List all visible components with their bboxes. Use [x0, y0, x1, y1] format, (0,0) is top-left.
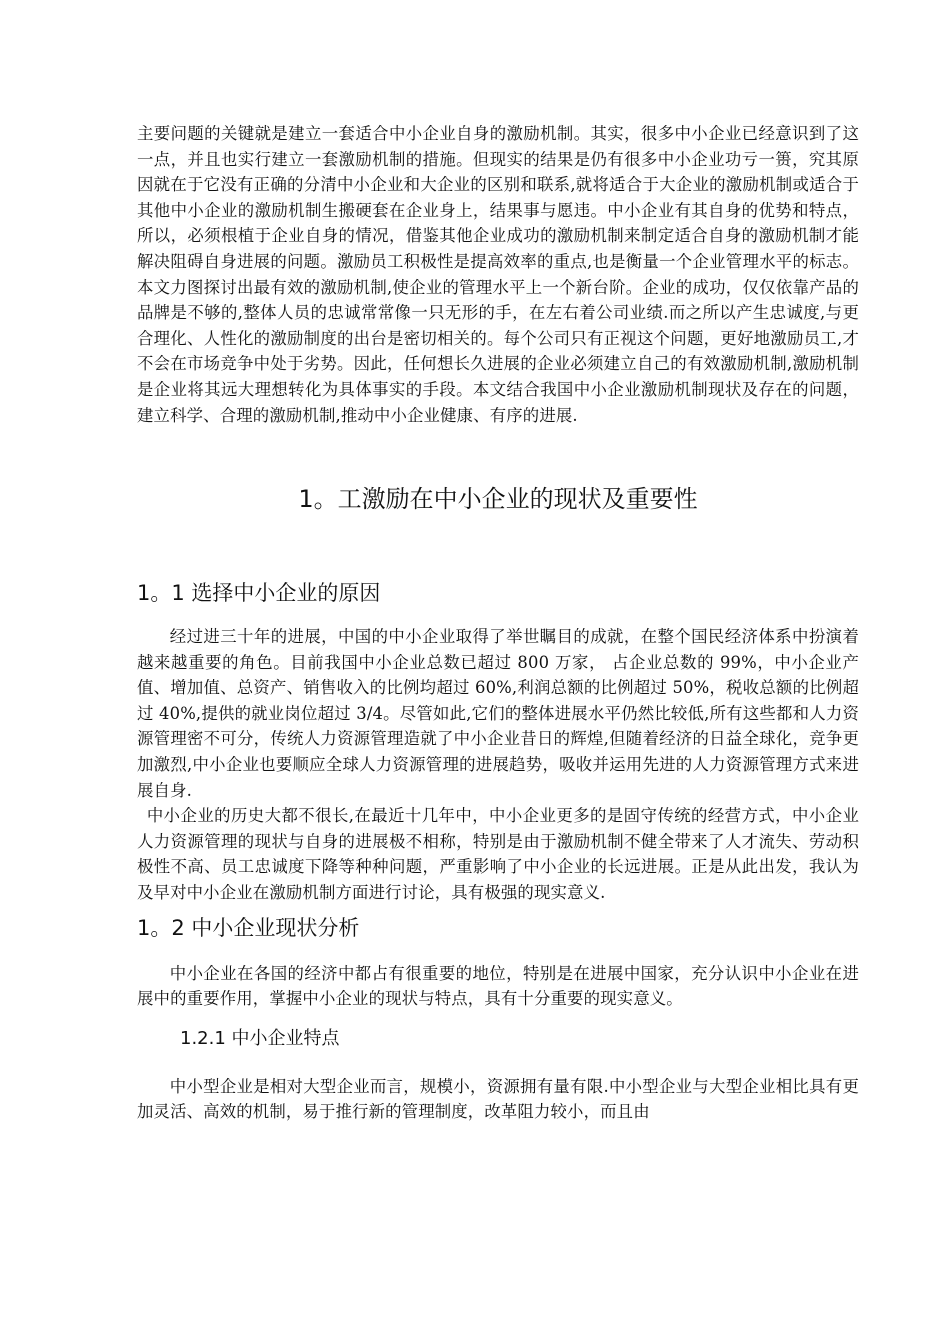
section-1-1-paragraph-2: 中小企业的历史大都不很长,在最近十几年中，中小企业更多的是固守传统的经营方式，中小企业人力资源管理的现状与自身的进展极不相称，特别是由于激励机制不健全带来了人才流失、劳动积极性不高、员工忠诚度下降等种种问题，严重影响了中小企业的长远进展。正是从此出发，我认为及早对中小企业在激励机制方面进行讨论，具有极强的现实意义.	[137, 806, 859, 902]
section-1-1-paragraph-1: 经过进三十年的进展，中国的中小企业取得了举世瞩目的成就，在整个国民经济体系中扮演着越来越重要的角色。目前我国中小企业总数已超过 800 万家， 占企业总数的 99%，中小企业产值、增加值、总资产、销售收入的比例均超过 60%,利润总额的比例超过 50%，税收总额的比例超过 40%,提供的就业岗位超过 3/4。尽管如此,它们的整体进展水平仍然比较低,所有这些都和人力资源管理密不可分，传统人力资源管理造就了中小企业昔日的辉煌,但随着经济的日益全球化，竞争更加激烈,中小企业也要顺应全球人力资源管理的进展趋势，吸收并运用先进的人力资源管理方式来进展自身.	[137, 627, 859, 800]
section-1-2-1-paragraph: 中小型企业是相对大型企业而言，规模小，资源拥有量有限.中小型企业与大型企业相比具有更加灵活、高效的机制，易于推行新的管理制度，改革阻力较小，而且由	[137, 1076, 859, 1122]
section-1-2-heading: 1。2 中小企业现状分析	[137, 915, 360, 940]
section-1-2-paragraph: 中小企业在各国的经济中都占有很重要的地位，特别是在进展中国家，充分认识中小企业在进展中的重要作用，掌握中小企业的现状与特点，具有十分重要的现实意义。	[137, 963, 859, 1009]
section-1-2-1-heading: 1.2.1 中小企业特点	[180, 1027, 340, 1049]
section-1-heading: 1。工激励在中小企业的现状及重要性	[298, 485, 698, 513]
section-1-1-heading: 1。1 选择中小企业的原因	[137, 581, 381, 605]
intro-paragraph: 主要问题的关键就是建立一套适合中小企业自身的激励机制。其实，很多中小企业已经意识到了这一点，并且也实行建立一套激励机制的措施。但现实的结果是仍有很多中小企业功亏一篑，究其原因就在于它没有正确的分清中小企业和大企业的区别和联系,就将适合于大企业的激励机制或适合于其他中小企业的激励机制生搬硬套在企业身上，结果事与愿违。中小企业有其自身的优势和特点，所以，必须根植于企业自身的情况，借鉴其他企业成功的激励机制来制定适合自身的激励机制才能解决阻碍自身进展的问题。激励员工积极性是提高效率的重点,也是衡量一个企业管理水平的标志。本文力图探讨出最有效的激励机制,使企业的管理水平上一个新台阶。企业的成功，仅仅依靠产品的品牌是不够的,整体人员的忠诚常常像一只无形的手，在左右着公司业绩.而之所以产生忠诚度,与更合理化、人性化的激励制度的出台是密切相关的。每个公司只有正视这个问题，更好地激励员工,才不会在市场竞争中处于劣势。因此，任何想长久进展的企业必须建立自己的有效激励机制,激励机制是企业将其远大理想转化为具体事实的手段。本文结合我国中小企业激励机制现状及存在的问题，建立科学、合理的激励机制,推动中小企业健康、有序的进展.	[137, 124, 859, 425]
document-page	[137, 121, 859, 1125]
